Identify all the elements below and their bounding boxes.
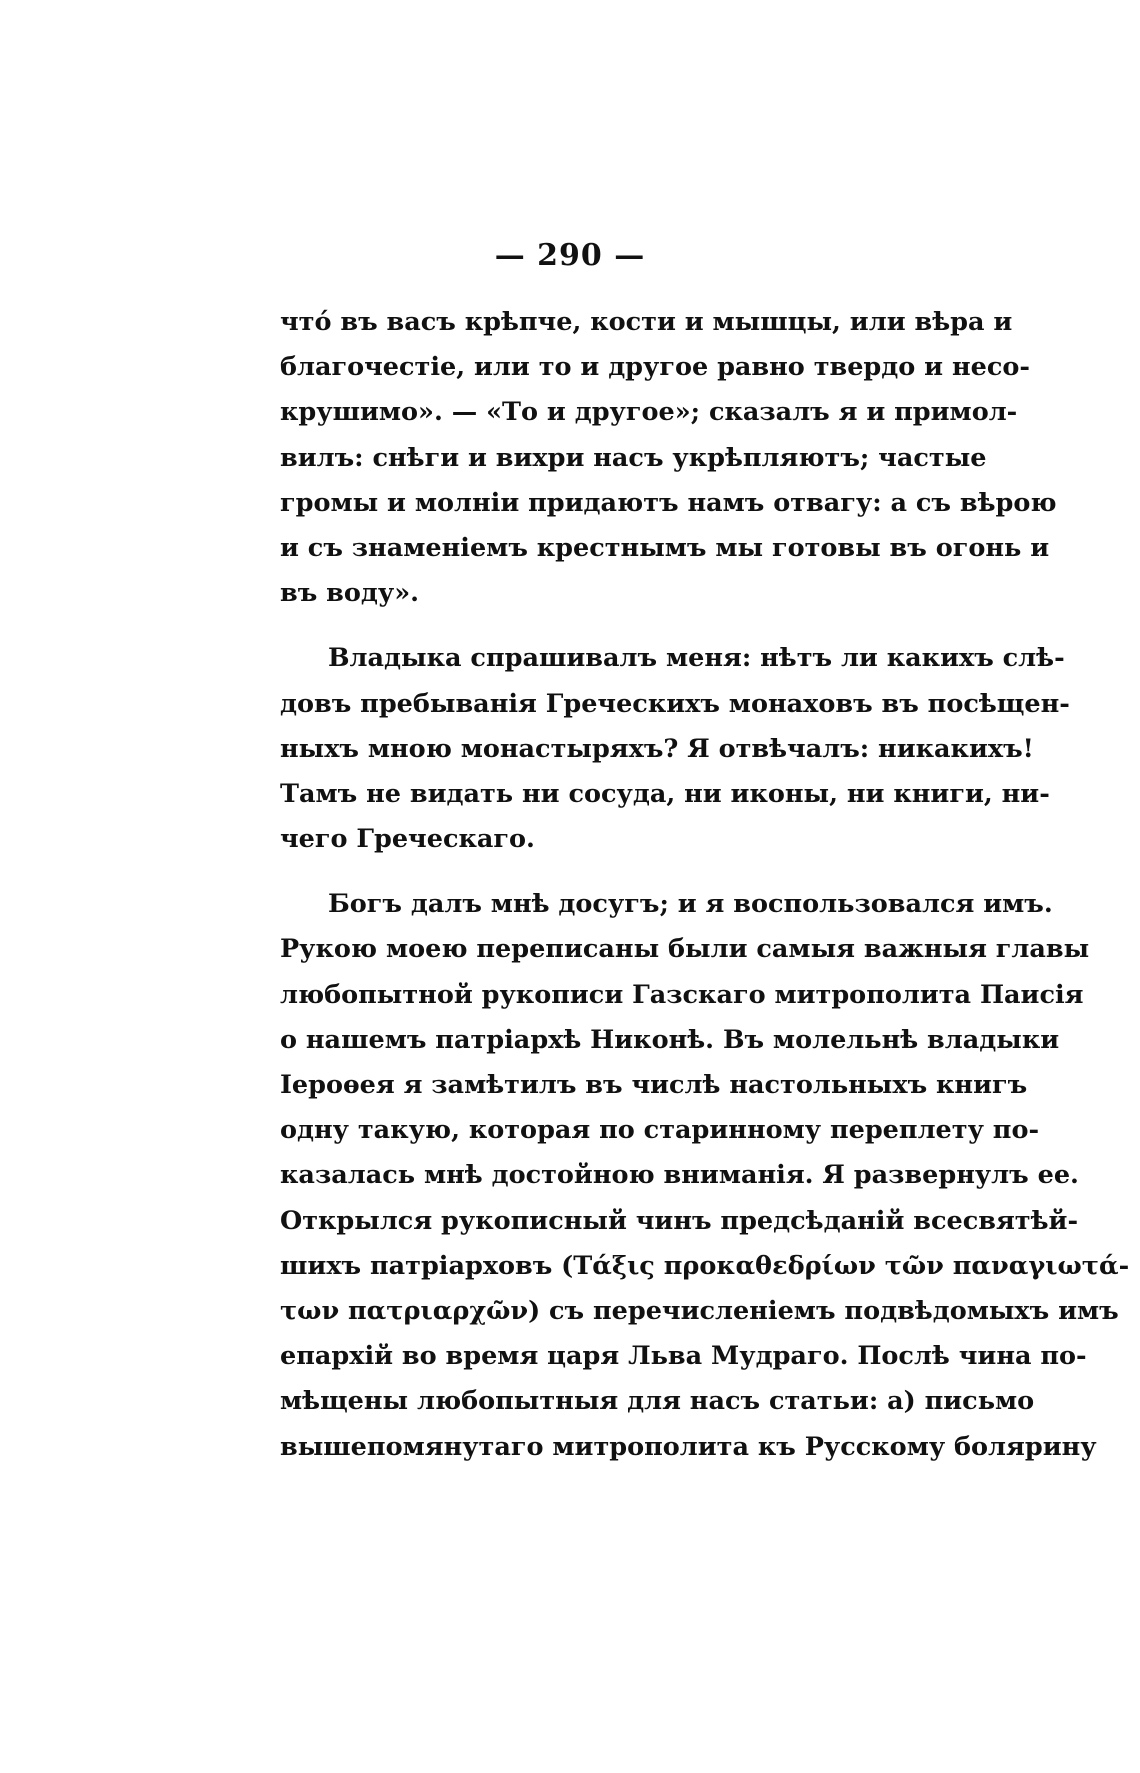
text-line: мѣщены любопытныя для насъ статьи: а) письмо: [280, 1386, 1035, 1417]
text-line: благочестіе, или то и другое равно твердо и несо-: [280, 352, 1030, 383]
text-line: довъ пребыванія Греческихъ монаховъ въ посѣщен-: [280, 688, 1070, 719]
text-line: Открылся рукописный чинъ предсѣданій всесвятѣй-: [280, 1205, 1079, 1236]
text-line: Іероѳея я замѣтилъ въ числѣ настольныхъ книгъ: [280, 1070, 1028, 1100]
text-line: въ воду».: [280, 578, 420, 609]
text-line: Рукою моею переписаны были самыя важныя главы: [280, 934, 1090, 965]
text-line: и съ знаменіемъ крестнымъ мы готовы въ огонь и: [280, 532, 1050, 563]
text-line: что́ въ васъ крѣпче, кости и мышцы, или вѣра и: [280, 307, 1013, 337]
text-line: ныхъ мною монастыряхъ? Я отвѣчалъ: никакихъ!: [280, 733, 1034, 764]
text-line: о нашемъ патріархѣ Никонѣ. Въ молельнѣ владыки: [280, 1024, 1060, 1055]
text-line: епархій во время царя Льва Мудраго. Послѣ чина по-: [280, 1341, 1087, 1372]
text-line: Богъ далъ мнѣ досугъ; и я воспользовался имъ.: [328, 889, 1053, 920]
text-line: вышепомянутаго митрополита къ Русскому болярину: [280, 1431, 1097, 1462]
text-line: των πατριαρχῶν) съ перечисленіемъ подвѣдомыхъ имъ: [280, 1295, 1119, 1326]
text-line: Владыка спрашивалъ меня: нѣтъ ли какихъ слѣ-: [328, 643, 1065, 674]
paragraph-1: [280, 300, 1057, 616]
text-line: шихъ патріарховъ (Τάξις προκαθεδρίων τῶν παναγιωτά-: [280, 1250, 1130, 1281]
text-line: вилъ: снѣги и вихри насъ укрѣпляютъ; частые: [280, 442, 987, 473]
paragraph-2: [280, 636, 1070, 862]
text-line: крушимо». — «То и другое»; сказалъ я и примол-: [280, 397, 1018, 428]
body-text: [280, 300, 1130, 1470]
text-line: чего Греческаго.: [280, 824, 535, 855]
text-line: громы и молніи придаютъ намъ отвагу: а съ вѣрою: [280, 487, 1057, 518]
page-number: — 290 —: [494, 238, 646, 273]
text-line: одну такую, которая по старинному переплету по-: [280, 1115, 1040, 1146]
paragraph-3: [280, 882, 1130, 1469]
text-line: любопытной рукописи Газскаго митрополита Паисія: [280, 979, 1084, 1010]
text-line: казалась мнѣ достойною вниманія. Я развернулъ ее.: [280, 1160, 1079, 1191]
text-line: Тамъ не видать ни сосуда, ни иконы, ни книги, ни-: [280, 778, 1050, 809]
